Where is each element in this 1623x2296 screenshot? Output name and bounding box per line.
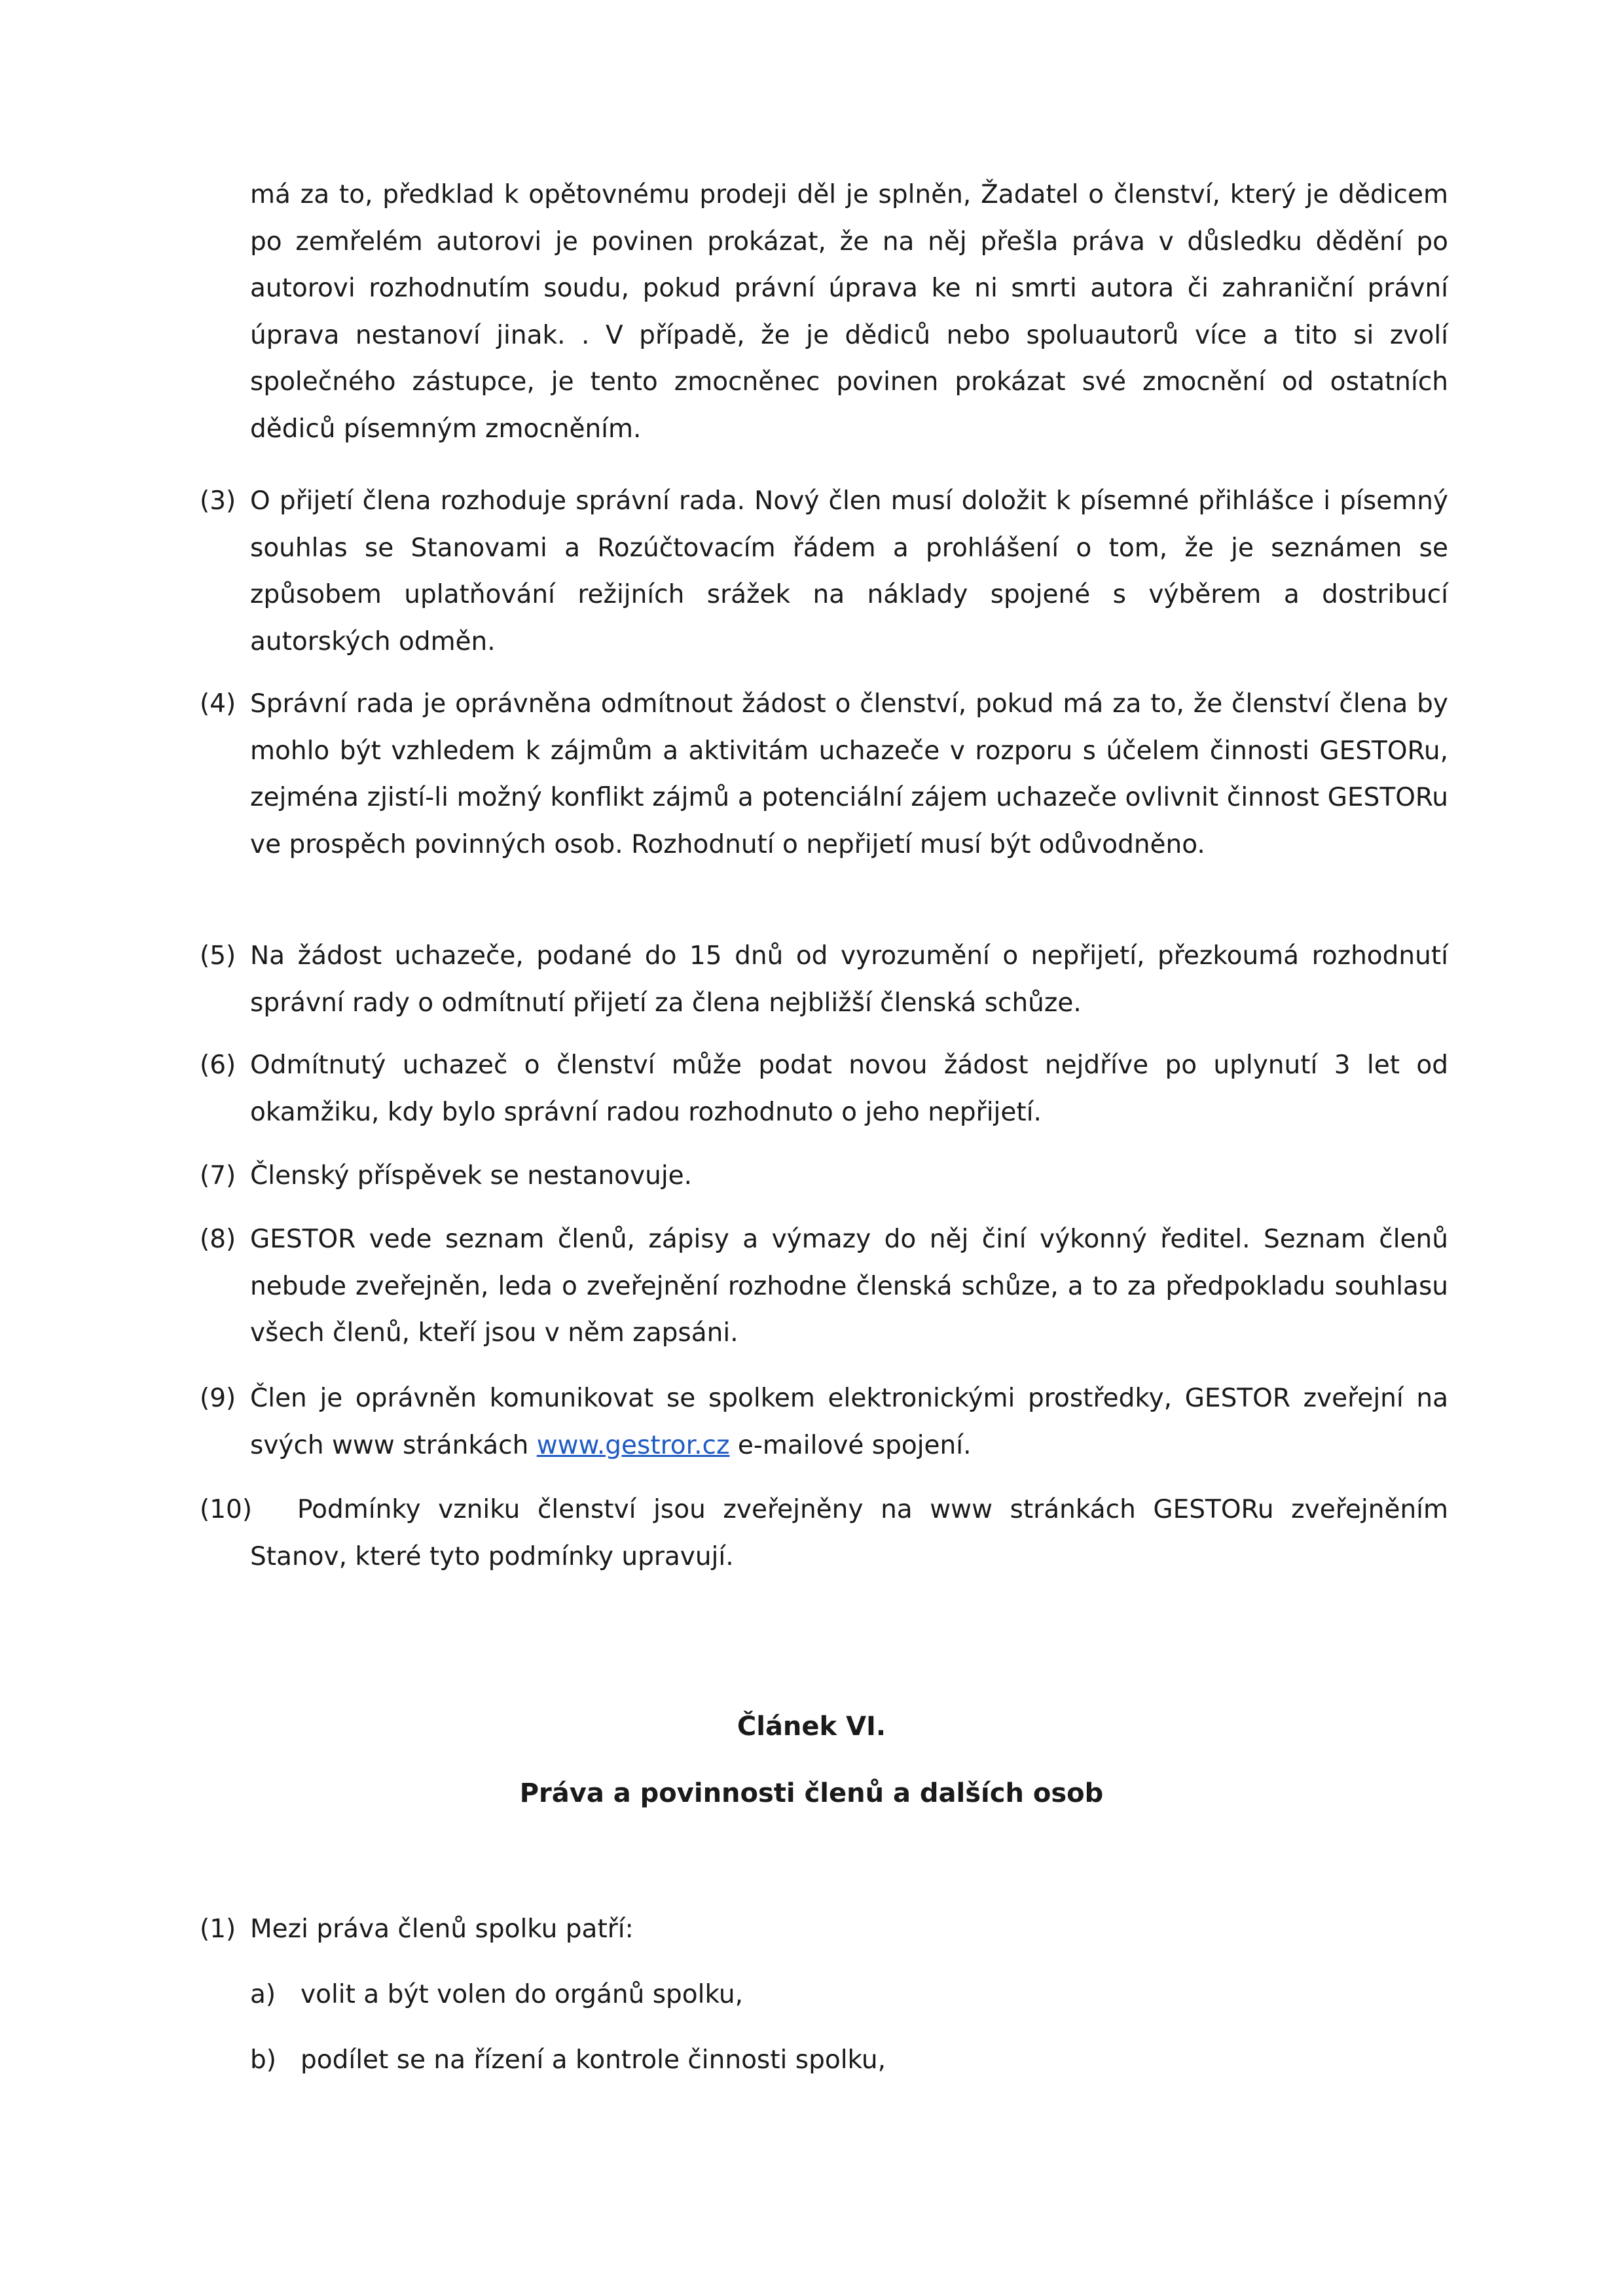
subitem-letter: a) <box>250 1980 276 2009</box>
item-text: Členský příspěvek se nestanovuje. <box>250 1161 693 1191</box>
item-text: Odmítnutý uchazeč o členství může podat novou žádost nejdříve po uplynutí 3 let od okamžiku, kdy bylo správní radou rozhodnuto o jeho nepřijetí. <box>250 1050 1448 1127</box>
subitem-a <box>250 1975 743 2015</box>
list-item-6 <box>200 1042 1448 1136</box>
list-item-3 <box>200 478 1448 665</box>
item-text: O přijetí člena rozhoduje správní rada. Nový člen musí doložit k písemné přihlášce i písemný souhlas se Stanovami a Rozúčtovacím řádem a prohlášení o tom, že je seznámen se způsobem uplatňování režijních srážek na náklady spojené s výběrem a dostribucí autorských odměn. <box>250 486 1448 656</box>
subitem-text: volit a být volen do orgánů spolku, <box>301 1980 743 2009</box>
section-1 <box>200 1906 1448 1953</box>
list-item-9 <box>200 1375 1448 1469</box>
item-number: (5) <box>200 941 236 971</box>
list-item-4 <box>200 681 1448 868</box>
subitem-text: podílet se na řízení a kontrole činnosti spolku, <box>301 2045 886 2075</box>
item-text: GESTOR vede seznam členů, zápisy a výmazy do něj činí výkonný ředitel. Seznam členů nebude zveřejněn, leda o zveřejnění rozhodne členská schůze, a to za předpokladu souhlasu všech členů, kteří jsou v něm zapsáni. <box>250 1225 1448 1348</box>
item-number: (6) <box>200 1050 236 1080</box>
item-number: (10) <box>200 1495 253 1524</box>
website-link[interactable]: www.gestror.cz <box>536 1430 730 1460</box>
subitem-letter: b) <box>250 2045 276 2075</box>
article-title: Článek VI. <box>737 1712 886 1742</box>
item-text: Správní rada je oprávněna odmítnout žádost o členství, pokud má za to, že členství člena by mohlo být vzhledem k zájmům a aktivitám uchazeče v rozporu s účelem činnosti GESTORu, zejména zjistí-li možný konflikt zájmů a potenciální zájem uchazeče ovlivnit činnost GESTORu ve prospěch povinných osob. Rozhodnutí o nepřijetí musí být odůvodněno. <box>250 689 1448 859</box>
list-item-8 <box>200 1216 1448 1357</box>
item-text: Na žádost uchazeče, podané do 15 dnů od vyrozumění o nepřijetí, přezkoumá rozhodnutí správní rady o odmítnutí přijetí za člena nejbližší členská schůze. <box>250 941 1448 1018</box>
item-number: (7) <box>200 1161 236 1191</box>
item-number: (4) <box>200 689 236 719</box>
intro-paragraph: má za to, předklad k opětovnému prodeji děl je splněn, Žadatel o členství, který je dědicem po zemřelém autorovi je povinen prokázat, že na něj přešla práva v důsledku dědění po autorovi rozhodnutím soudu, pokud právní úprava ke ni smrti autora či zahraniční právní úprava nestanoví jinak. . V případě, že je dědiců nebo spoluautorů více a tito si zvolí společného zástupce, je tento zmocněnec povinen prokázat své zmocnění od ostatních dědiců písemným zmocněním. <box>250 180 1448 444</box>
item-number: (3) <box>200 486 236 516</box>
item-number: (9) <box>200 1384 236 1413</box>
item-text <box>250 1375 1448 1469</box>
list-item-5 <box>200 933 1448 1026</box>
list-item-7 <box>200 1153 1448 1200</box>
subitem-b <box>250 2041 886 2080</box>
item-text-before: Člen je oprávněn komunikovat se spolkem elektronickými prostředky, GESTOR zveřejní na svých www stránkách <box>250 1384 1448 1460</box>
list-item-10 <box>200 1486 1448 1580</box>
item-text-after: e-mailové spojení. <box>729 1430 972 1460</box>
item-text: Mezi práva členů spolku patří: <box>250 1914 634 1944</box>
item-number: (8) <box>200 1225 236 1254</box>
item-number: (1) <box>200 1914 236 1944</box>
item-text: Podmínky vzniku členství jsou zveřejněny na www stránkách GESTORu zveřejněním Stanov, které tyto podmínky upravují. <box>250 1495 1448 1571</box>
article-subtitle: Práva a povinnosti členů a dalších osob <box>519 1778 1104 1808</box>
